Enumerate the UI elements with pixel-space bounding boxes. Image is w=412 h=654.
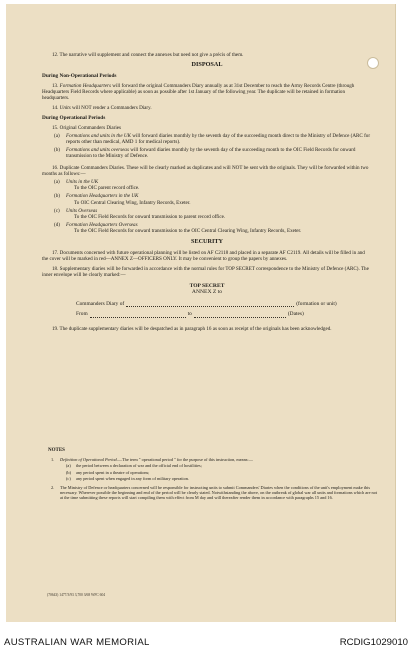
top-secret-label: TOP SECRET <box>189 282 225 289</box>
notes-section <box>48 448 378 504</box>
formation-blank <box>126 301 294 307</box>
note-1: 1. Definition of Operational Period.—The term " operational period " for the purpose of this instruction, means:— <box>51 457 253 463</box>
paragraph-12: 12. The narrative will supplement and connect the annexes but need not give a précis of them. <box>52 52 244 58</box>
notes-heading: NOTES <box>48 448 65 453</box>
annex-z-label: ANNEX Z to <box>191 288 223 295</box>
note-2: 2. The Ministry of Defence or headquarters concerned will be responsible for instructing units to submit Commanders' Diaries when the conditions of the unit's employment make this necessary. Wherever possible the beginning and end of the period will be clearly stated. Notwithstanding the above, on the outbreak of global war all units and formations which are not at the time submitting these reports will start compiling them with effect from M day and will thereafter render them in accordance with paragraphs 15 and 16. <box>51 485 378 501</box>
note-1b: (b) any period spent in a theatre of operations; <box>66 469 150 475</box>
paragraph-15a: (a) Formations and units in the UK will forward diaries monthly by the seventh day of the succeeding month direct to the Ministry of Defence (ARC for reports other than medical, AMD 1 for medical reports). <box>54 132 371 146</box>
paragraph-18: 18. Supplementary diaries will be forwarded in accordance with the normal rules for TOP SECRET correspondence to the Ministry of Defence (ARC). The inner envelope will be clearly marked:— <box>42 266 369 279</box>
dates-line: From to (Dates) <box>76 311 304 318</box>
paragraph-16: 16. Duplicate Commanders Diaries. These will be clearly marked as duplicates and will NOT be sent with the originals. They will be forwarded within two months as follows:— <box>42 164 369 177</box>
security-heading: SECURITY <box>191 237 223 245</box>
note-1a: (a) the period between a declaration of war and the official end of hostilities; <box>66 463 202 469</box>
footer-institution: AUSTRALIAN WAR MEMORIAL <box>4 637 150 648</box>
paragraph-14: 14. Units will NOT render a Commanders Diary. <box>52 105 152 112</box>
paragraph-16b: (b) Formation Headquarters in the UK To OIC Central Clearing Wing, Infantry Records, Exeter. <box>54 193 191 206</box>
paragraph-13: 13. Formation Headquarters will forward the original Commanders Diary annually as at 31st December to reach the Army Records Centre (through Headquarters Field Records where applicable) as soon as possible after 1st January of the following year. The duplicate will be retained in formation headquarters. <box>42 82 355 102</box>
paragraph-15: 15. Original Commanders Diaries <box>52 124 122 131</box>
disposal-heading: DISPOSAL <box>191 61 223 69</box>
paragraph-16c: (c) Units Overseas To the OIC Field Records for onward transmission to parent record office. <box>54 207 226 221</box>
paragraph-16d: (d) Formation Headquarters Overseas To the OIC Field Records for onward transmission to the OIC Central Clearing Wing, Infantry Records, Exeter. <box>54 222 302 235</box>
print-code: (70643) 1477/3/93 3,700 3/68 WFC 604 <box>47 593 106 597</box>
paragraph-17: 17. Documents concerned with future operational planning will be listed on AF C2118 and placed in a separate AF C2119. All details will be filled in and the cover will be marked in red—ANNEX Z—OFFICERS ONLY. It may be convenient to group the papers by annexes. <box>42 249 365 263</box>
non-operational-heading: During Non-Operational Periods <box>42 73 117 80</box>
to-blank <box>194 312 286 318</box>
paragraph-19: 19. The duplicate supplementary diaries will be despatched as in paragraph 16 as soon as receipt of the originals has been acknowledged. <box>52 325 332 332</box>
document-body <box>42 52 372 336</box>
archive-footer <box>0 628 412 652</box>
paragraph-16a: (a) Units in the UK To the OIC parent record office. <box>54 179 140 192</box>
note-1c: (c) any period spent when engaged in any form of military operation. <box>66 475 189 481</box>
footer-record-id: RCDIG1029010 <box>339 637 408 648</box>
paragraph-15b: (b) Formations and units overseas will forward diaries monthly by the seventh day of the succeeding month to the OIC Field Records for onward transmission to the Ministry of Defence. <box>54 147 356 160</box>
from-blank <box>90 312 186 318</box>
commanders-diary-line: Commanders Diary of (formation or unit) <box>76 301 337 308</box>
operational-heading: During Operational Periods <box>42 115 106 122</box>
